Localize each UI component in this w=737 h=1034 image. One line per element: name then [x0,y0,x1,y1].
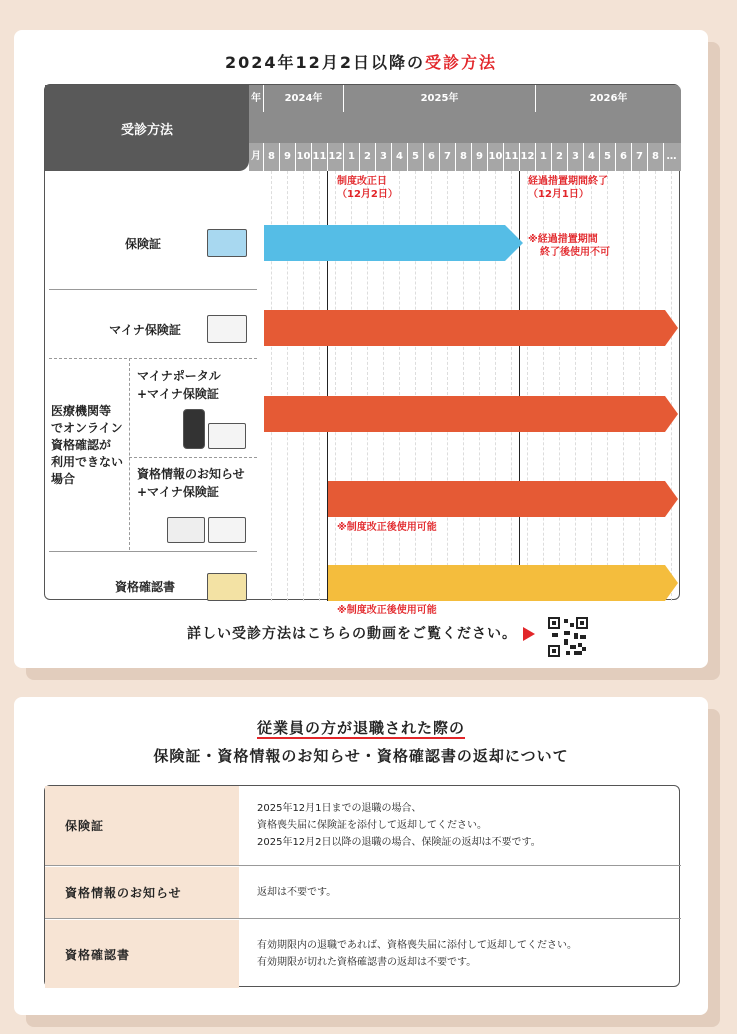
month-row-label: 月 [251,151,261,162]
year-2025: 2025年 [343,85,535,112]
row-label-hokensho: 保険証 [124,237,161,251]
row-body: 有効期限内の退職であれば、資格喪失届に添付して返却してください。 有効期限が切れた資格確認書の返却は不要です。 [257,940,577,968]
bar-shikaku [328,565,678,601]
month-cell: 10 [487,143,503,171]
return-policy-card [14,697,708,1015]
return-title-line2: 保険証・資格情報のお知らせ・資格確認書の返却について [153,747,569,765]
month-cell: 4 [391,143,407,171]
page-title [14,50,708,73]
month-cell: 2 [359,143,375,171]
month-cell: 1 [535,143,551,171]
table-row [45,867,681,919]
play-arrow-icon [523,627,535,641]
month-cell: 7 [631,143,647,171]
video-link[interactable]: 詳しい受診方法はこちらの動画をご覧ください。 [14,623,708,643]
month-cell: 11 [311,143,327,171]
month-cell: 4 [583,143,599,171]
row-body: 返却は不要です。 [257,887,337,898]
shikaku-note: ※制度改正後使用可能 [337,605,437,616]
row-head: 保険証 [45,786,239,865]
year-2024: 2024年 [263,85,343,112]
month-cell: 10 [295,143,311,171]
row-head: 資格確認書 [45,920,239,988]
table-row [45,786,681,866]
row-label-portal: マイナポータル +マイナ保険証 [137,369,221,401]
year-2026: 2026年 [535,85,681,112]
month-cell: 3 [375,143,391,171]
month-cell: … [663,143,679,171]
qr-code-icon[interactable] [548,617,588,657]
hokensho-note: ※経過措置期間 終了後使用不可 [528,234,610,258]
month-cell: 8 [263,143,279,171]
table-row [45,920,681,988]
month-cell: 3 [567,143,583,171]
row-label-shikaku: 資格確認書 [114,580,175,594]
return-table [44,785,680,987]
month-cell: 12 [519,143,535,171]
header-left-label: 受診方法 [45,85,249,171]
transition-end-label: 経過措置期間終了 （12月1日） [528,176,608,200]
bar-mynahokensho [264,310,678,346]
month-cell: 1 [343,143,359,171]
reform-date-label: 制度改正日 （12月2日） [337,176,398,200]
row-label-notice: 資格情報のお知らせ +マイナ保険証 [137,467,245,499]
title-prefix: 2024年12月2日以降の [225,53,425,72]
timeline-chart [44,84,680,616]
month-cell: 6 [615,143,631,171]
year-row-label: 年 [251,93,261,104]
month-cell: 12 [327,143,343,171]
month-cell: 8 [455,143,471,171]
month-cell: 7 [439,143,455,171]
row-body: 2025年12月1日までの退職の場合、 資格喪失届に保険証を添付して返却してください。 2025年12月2日以降の退職の場合、保険証の返却は不要です。 [257,803,541,848]
return-title-line1: 従業員の方が退職された際の [256,719,465,737]
notice-note: ※制度改正後使用可能 [337,522,437,533]
month-cell: 11 [503,143,519,171]
row-label-group: 医療機関等 でオンライン 資格確認が 利用できない 場合 [51,404,124,486]
month-cell: 6 [423,143,439,171]
month-cell: 2 [551,143,567,171]
reception-methods-card [14,30,708,668]
row-label-mynahokensho: マイナ保険証 [109,323,181,337]
row-head: 資格情報のお知らせ [45,867,239,918]
bar-notice [328,481,678,517]
month-cell: 5 [599,143,615,171]
month-cell: 9 [471,143,487,171]
title-highlight: 受診方法 [424,53,497,72]
month-cell: 5 [407,143,423,171]
bar-portal [264,396,678,432]
bar-hokensho [264,225,523,261]
month-cell: 9 [279,143,295,171]
month-cell: 8 [647,143,663,171]
